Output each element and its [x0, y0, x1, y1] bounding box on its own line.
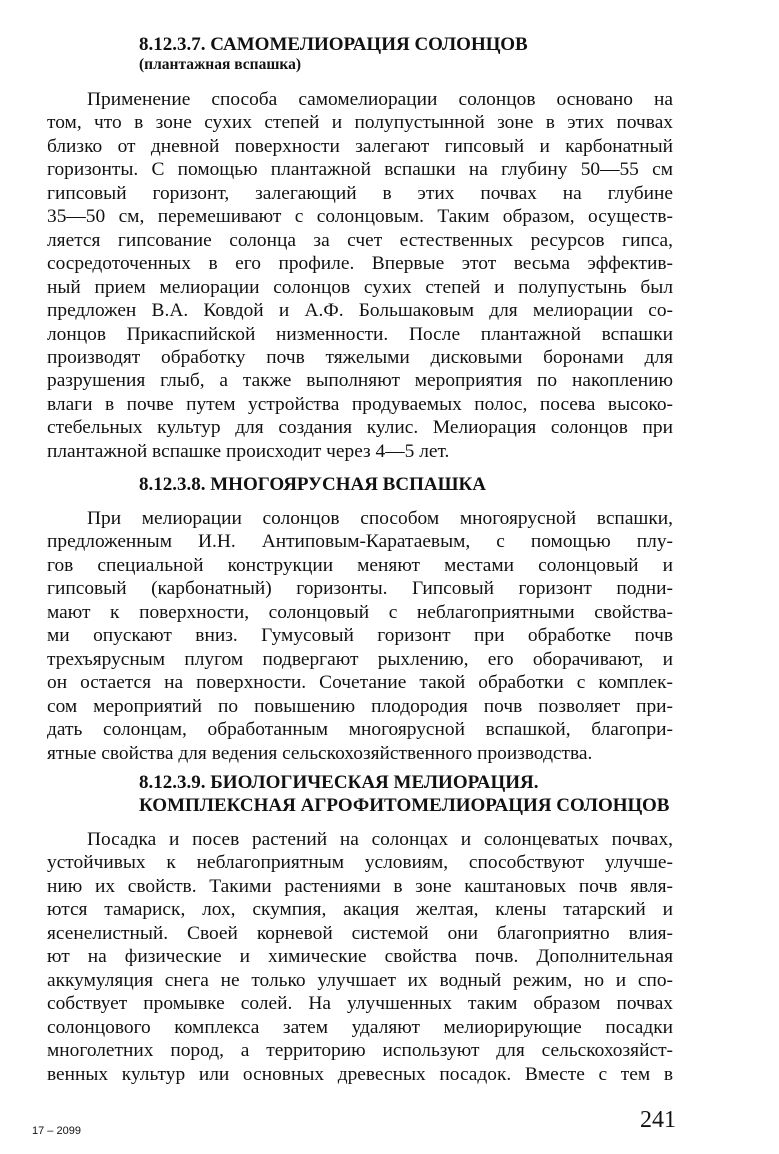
paragraph-line: устойчивых к неблагоприятным условиям, способствуют улучше-	[47, 852, 673, 874]
paragraph-line: горизонты. С помощью плантажной вспашки на глубину 50—55 см	[47, 159, 673, 181]
section-paragraph	[47, 828, 673, 1086]
paragraph-line: собствует промывке солей. На улучшенных таким образом почвах	[47, 993, 673, 1015]
paragraph-line: сом мероприятий по повышению плодородия почв позволяет при-	[47, 695, 673, 717]
paragraph-line: предложен В.А. Ковдой и А.Ф. Большаковым для мелиорации со-	[47, 300, 673, 322]
paragraph-line: том, что в зоне сухих степей и полупустынной зоне в этих почвах	[47, 112, 673, 134]
paragraph-line: он остается на поверхности. Сочетание такой обработки с комплек-	[47, 672, 673, 694]
paragraph-line: плантажной вспашке происходит через 4—5 лет.	[47, 440, 450, 462]
paragraph-line: ют на физические и химические свойства почв. Дополнительная	[47, 946, 673, 968]
paragraph-line: предложенным И.Н. Антиповым-Каратаевым, с помощью плу-	[47, 531, 673, 553]
section-paragraph	[47, 88, 673, 463]
paragraph-line: солонцового комплекса затем удаляют мелиорирующие посадки	[47, 1016, 673, 1038]
paragraph-line: 35—50 см, перемешивают с солонцовым. Таким образом, осуществ-	[47, 206, 673, 228]
paragraph-line: Применение способа самомелиорации солонцов основано на	[87, 89, 673, 110]
paragraph-line: нию их свойств. Такими растениями в зоне каштановых почв явля-	[47, 875, 673, 897]
paragraph-line: гипсовый (карбонатный) горизонты. Гипсовый горизонт подни-	[47, 578, 673, 600]
paragraph-line: ми опускают вниз. Гумусовый горизонт при обработке почв	[47, 625, 673, 647]
paragraph-line: гов специальной конструкции меняют местами солонцовый и	[47, 554, 673, 576]
paragraph-line: венных культур или основных древесных посадок. Вместе с тем в	[47, 1063, 673, 1085]
paragraph-line: аккумуляция снега не только улучшает их водный режим, но и спо-	[47, 969, 673, 991]
section-heading: 8.12.3.8. МНОГОЯРУСНАЯ ВСПАШКА	[139, 474, 486, 495]
paragraph-line: стебельных культур для создания кулис. Мелиорация солонцов при	[47, 417, 673, 439]
paragraph-line: ный прием мелиорации солонцов сухих степей и полупустынь был	[47, 276, 673, 298]
section-heading: 8.12.3.9. БИОЛОГИЧЕСКАЯ МЕЛИОРАЦИЯ.	[139, 772, 539, 793]
page-number: 241	[640, 1107, 676, 1133]
section-paragraph	[47, 507, 673, 765]
paragraph-line: многолетних пород, а территорию используют для сельскохозяйст-	[47, 1040, 673, 1062]
paragraph-line: производят обработку почв тяжелыми дисковыми боронами для	[47, 346, 673, 368]
section-heading: 8.12.3.7. САМОМЕЛИОРАЦИЯ СОЛОНЦОВ	[139, 34, 528, 55]
paragraph-line: ляется гипсование солонца за счет естественных ресурсов гипса,	[47, 229, 673, 251]
paragraph-line: ятные свойства для ведения сельскохозяйственного производства.	[47, 742, 593, 764]
paragraph-line: трехъярусным плугом подвергают рыхлению, его оборачивают, и	[47, 648, 673, 670]
paragraph-line: близко от дневной поверхности залегают гипсовый и карбонатный	[47, 135, 673, 157]
paragraph-line: ясенелистный. Своей корневой системой они благоприятно влия-	[47, 922, 673, 944]
section-heading-continued: КОМПЛЕКСНАЯ АГРОФИТОМЕЛИОРАЦИЯ СОЛОНЦОВ	[139, 795, 670, 816]
paragraph-line: дать солонцам, обработанным многоярусной вспашкой, благопри-	[47, 719, 673, 741]
paragraph-line: сосредоточенных в его профиле. Впервые этот весьма эффектив-	[47, 253, 673, 275]
paragraph-line: влаги в почве путем устройства продуваемых полос, посева высоко-	[47, 393, 673, 415]
paragraph-line: При мелиорации солонцов способом многоярусной вспашки,	[87, 508, 673, 529]
paragraph-line: разрушения глыб, а также выполняют мероприятия по накоплению	[47, 370, 673, 392]
paragraph-line: мают к поверхности, солонцовый с неблагоприятными свойства-	[47, 601, 673, 623]
paragraph-line: ются тамариск, лох, скумпия, акация желтая, клены татарский и	[47, 899, 673, 921]
paragraph-line: гипсовый горизонт, залегающий в этих почвах на глубине	[47, 182, 673, 204]
paragraph-line: лонцов Прикаспийской низменности. После плантажной вспашки	[47, 323, 673, 345]
print-code: 17 – 2099	[32, 1125, 81, 1137]
paragraph-line: Посадка и посев растений на солонцах и солонцеватых почвах,	[87, 829, 673, 850]
section-subheading: (плантажная вспашка)	[139, 56, 302, 73]
